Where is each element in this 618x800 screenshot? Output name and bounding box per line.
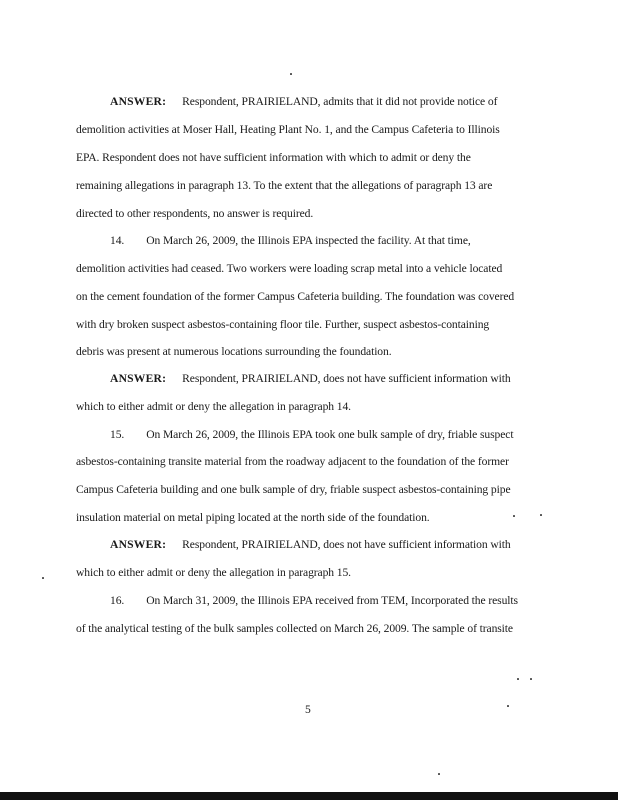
scan-edge-bar (0, 792, 618, 800)
answer-label: ANSWER: (110, 95, 167, 108)
paragraph-15-line-3: Campus Cafeteria building and one bulk sample of dry, friable suspect asbestos-containing pipe (76, 483, 511, 496)
scan-speck (540, 514, 542, 516)
paragraph-text: On March 31, 2009, the Illinois EPA received from TEM, Incorporated the results (146, 594, 518, 607)
answer-13-line-5: directed to other respondents, no answer is required. (76, 207, 314, 220)
paragraph-text: On March 26, 2009, the Illinois EPA took one bulk sample of dry, friable suspect (146, 428, 514, 441)
answer-text: Respondent, PRAIRIELAND, does not have sufficient information with (182, 538, 511, 551)
scan-speck (517, 678, 519, 680)
answer-15-line-2: which to either admit or deny the allegation in paragraph 15. (76, 566, 351, 579)
scan-speck (507, 705, 509, 707)
answer-13-line-3: EPA. Respondent does not have sufficient information with which to admit or deny the (76, 151, 471, 164)
page-number: 5 (305, 703, 311, 716)
scan-speck (530, 678, 532, 680)
answer-14-line-2: which to either admit or deny the allegation in paragraph 14. (76, 400, 351, 413)
answer-13-line-1 (110, 95, 497, 109)
paragraph-16-line-1 (110, 594, 518, 608)
scan-speck (438, 773, 440, 775)
paragraph-number: 16. (110, 594, 125, 607)
paragraph-15-line-1 (110, 428, 513, 442)
scan-speck (42, 577, 44, 579)
answer-text: Respondent, PRAIRIELAND, does not have sufficient information with (182, 372, 511, 385)
answer-15-line-1 (110, 538, 511, 552)
paragraph-16-line-2: of the analytical testing of the bulk samples collected on March 26, 2009. The sample of transite (76, 622, 513, 635)
paragraph-14-line-3: on the cement foundation of the former Campus Cafeteria building. The foundation was covered (76, 290, 515, 303)
answer-14-line-1 (110, 372, 511, 386)
answer-13-line-4: remaining allegations in paragraph 13. To the extent that the allegations of paragraph 13 are (76, 179, 493, 192)
scan-speck (290, 73, 292, 75)
paragraph-text: On March 26, 2009, the Illinois EPA inspected the facility. At that time, (146, 234, 471, 247)
paragraph-14-line-5: debris was present at numerous locations surrounding the foundation. (76, 345, 392, 358)
paragraph-14-line-4: with dry broken suspect asbestos-containing floor tile. Further, suspect asbestos-containing (76, 318, 490, 331)
answer-label: ANSWER: (110, 372, 167, 385)
paragraph-number: 15. (110, 428, 125, 441)
answer-13-line-2: demolition activities at Moser Hall, Heating Plant No. 1, and the Campus Cafeteria to Illinois (76, 123, 500, 136)
answer-text: Respondent, PRAIRIELAND, admits that it did not provide notice of (182, 95, 498, 108)
paragraph-number: 14. (110, 234, 125, 247)
paragraph-14-line-1 (110, 234, 471, 248)
paragraph-14-line-2: demolition activities had ceased. Two workers were loading scrap metal into a vehicle located (76, 262, 503, 275)
answer-label: ANSWER: (110, 538, 167, 551)
paragraph-15-line-2: asbestos-containing transite material from the roadway adjacent to the foundation of the former (76, 455, 509, 468)
scan-speck (513, 515, 515, 517)
paragraph-15-line-4: insulation material on metal piping located at the north side of the foundation. (76, 511, 430, 524)
